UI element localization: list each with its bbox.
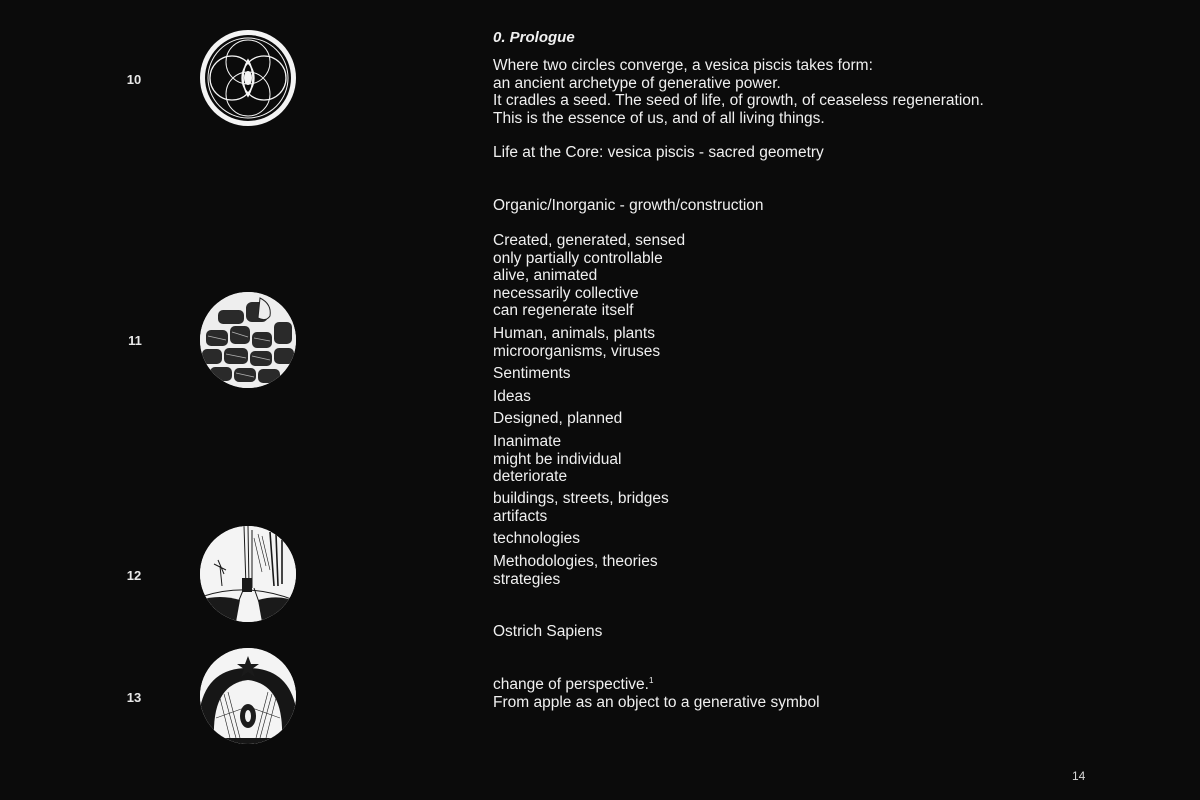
designed-line: Designed, planned xyxy=(493,410,623,427)
section-title: 0. Prologue xyxy=(493,29,575,46)
perspective-text: change of perspective. xyxy=(493,676,649,693)
text-line: an ancient archetype of generative power. xyxy=(493,74,781,92)
text-line: can regenerate itself xyxy=(493,302,634,319)
figure-number-11: 11 xyxy=(128,333,142,348)
perspective-block xyxy=(493,676,820,711)
footnote-marker[interactable]: 1 xyxy=(648,675,654,685)
life-at-core-line: Life at the Core: vesica piscis - sacred geometry xyxy=(493,144,824,161)
page-number: 14 xyxy=(1072,769,1086,783)
text-line: might be individual xyxy=(493,450,622,468)
text-line: Human, animals, plants xyxy=(493,325,655,342)
figure-number-13: 13 xyxy=(126,690,142,705)
text-line: alive, animated xyxy=(493,267,598,284)
text-line: only partially controllable xyxy=(493,249,663,267)
tree-path-drawing xyxy=(200,526,296,622)
technologies-line: technologies xyxy=(493,530,581,547)
inanimate-list xyxy=(493,433,621,486)
text-line: Where two circles converge, a vesica piscis takes form: xyxy=(493,57,873,74)
text-line: From apple as an object to a generative symbol xyxy=(493,693,820,711)
text-line: Inanimate xyxy=(493,433,562,450)
organic-list xyxy=(493,232,685,320)
text-line: artifacts xyxy=(493,507,548,525)
figure-number-12: 12 xyxy=(126,568,142,583)
text-line: Created, generated, sensed xyxy=(493,232,686,249)
text-line: strategies xyxy=(493,570,561,588)
text-line xyxy=(493,676,820,694)
apple-seed-drawing xyxy=(200,648,296,744)
stone-wall-drawing xyxy=(200,292,296,388)
vesica-piscis-icon xyxy=(200,30,296,126)
text-line: deteriorate xyxy=(493,468,568,485)
figure-number-10: 10 xyxy=(126,72,142,87)
text-line: It cradles a seed. The seed of life, of growth, of ceaseless regeneration. xyxy=(493,92,984,109)
sentiments-line: Sentiments xyxy=(493,365,571,382)
text-line: buildings, streets, bridges xyxy=(493,490,669,507)
methods-list xyxy=(493,553,658,588)
text-line: This is the essence of us, and of all living things. xyxy=(493,109,825,127)
intro-paragraph xyxy=(493,57,984,127)
text-line: microorganisms, viruses xyxy=(493,342,661,360)
ideas-line: Ideas xyxy=(493,388,531,405)
text-line: Methodologies, theories xyxy=(493,553,658,570)
beings-list xyxy=(493,325,660,360)
buildings-list xyxy=(493,490,669,525)
organic-heading: Organic/Inorganic - growth/construction xyxy=(493,197,764,214)
ostrich-line: Ostrich Sapiens xyxy=(493,623,603,640)
text-line: necessarily collective xyxy=(493,284,639,302)
